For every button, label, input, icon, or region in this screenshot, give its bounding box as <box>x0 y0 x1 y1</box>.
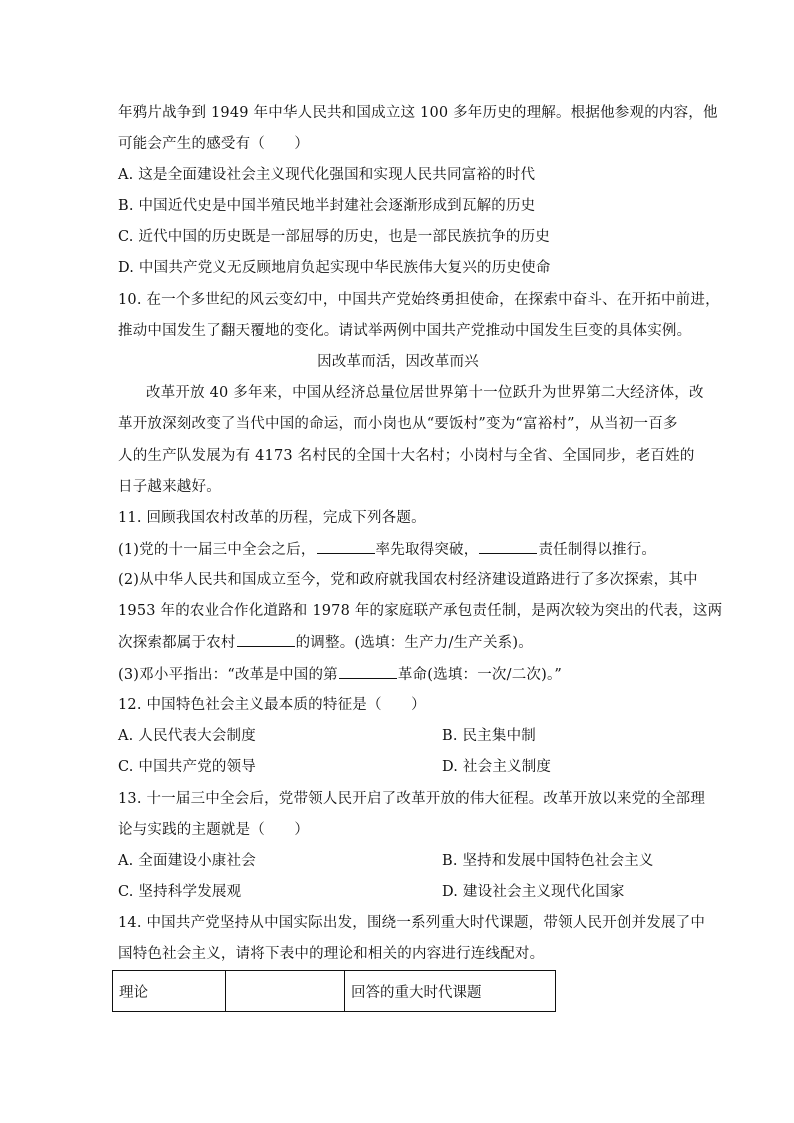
q13-option-c: C. 坚持科学发展观 <box>118 884 242 900</box>
passage-line-2: 革开放深刻改变了当代中国的命运，而小岗也从“要饭村”变为“富裕村”，从当初一百多 <box>118 416 678 432</box>
q11-part-2-text-b: 的调整。(选填：生产力/生产关系)。 <box>295 635 533 651</box>
answer-blank[interactable] <box>317 539 375 554</box>
passage-line-4: 日子越来越好。 <box>118 479 221 495</box>
q11-part-2-text-a: 次探索都属于农村 <box>118 635 236 651</box>
q11-part-2-line-1: (2)从中华人民共和国成立至今，党和政府就我国农村经济建设道路进行了多次探索，其中 <box>118 572 698 588</box>
q11-part-1 <box>118 539 678 560</box>
answer-blank[interactable] <box>339 664 397 679</box>
q12-option-b: B. 民主集中制 <box>442 728 536 744</box>
q11-part-1-text-b: 率先取得突破， <box>375 542 479 558</box>
q13-option-d: D. 建设社会主义现代化国家 <box>442 884 625 900</box>
q11-part-2-line-3 <box>118 632 678 653</box>
q11-part-3-text-b: 革命(选填：一次/二次)。” <box>397 667 563 683</box>
q14-line-1: 14. 中国共产党坚持从中国实际出发，围绕一系列重大时代课题，带领人民开创并发展了中 <box>118 915 706 931</box>
q12-stem: 12. 中国特色社会主义最本质的特征是（ ） <box>118 697 426 713</box>
q12-option-d: D. 社会主义制度 <box>442 759 552 775</box>
q10-line-1: 10. 在一个多世纪的风云变幻中，中国共产党始终勇担使命，在探索中奋斗、在开拓中前进， <box>118 292 720 308</box>
q9-option-d: D. 中国共产党义无反顾地肩负起实现中华民族伟大复兴的历史使命 <box>118 260 551 276</box>
passage-line-1: 改革开放 40 多年来，中国从经济总量位居世界第十一位跃升为世界第二大经济体，改 <box>146 385 704 401</box>
q9-option-c: C. 近代中国的历史既是一部屈辱的历史，也是一部民族抗争的历史 <box>118 229 550 245</box>
q14-line-2: 国特色社会主义，请将下表中的理论和相关的内容进行连线配对。 <box>118 946 545 962</box>
q12-option-c: C. 中国共产党的领导 <box>118 759 256 775</box>
q9-option-b: B. 中国近代史是中国半殖民地半封建社会逐渐形成到瓦解的历史 <box>118 198 536 214</box>
q12-option-a: A. 人民代表大会制度 <box>118 728 256 744</box>
matching-table <box>112 970 556 1012</box>
q11-part-1-text-c: 责任制得以推行。 <box>538 542 657 558</box>
table-header-theory: 理论 <box>113 971 226 1012</box>
table-row <box>113 971 556 1012</box>
intro-line-1: 年鸦片战争到 1949 年中华人民共和国成立这 100 多年历史的理解。根据他参观的内容，他 <box>118 105 718 121</box>
intro-line-2: 可能会产生的感受有（ ） <box>118 136 310 152</box>
q13-line-2: 论与实践的主题就是（ ） <box>118 822 310 838</box>
q11-part-2-line-2: 1953 年的农业合作化道路和 1978 年的家庭联产承包责任制，是两次较为突出的代表，这两 <box>118 603 723 619</box>
passage-title: 因改革而活，因改革而兴 <box>317 354 479 370</box>
q13-option-a: A. 全面建设小康社会 <box>118 853 256 869</box>
q11-part-3-text-a: (3)邓小平指出：“改革是中国的第 <box>118 667 338 683</box>
q11-part-3 <box>118 664 678 685</box>
answer-blank[interactable] <box>479 539 537 554</box>
q10-line-2: 推动中国发生了翻天覆地的变化。请试举两例中国共产党推动中国发生巨变的具体实例。 <box>118 323 692 339</box>
table-header-topic: 回答的重大时代课题 <box>345 971 556 1012</box>
q13-option-b: B. 坚持和发展中国特色社会主义 <box>442 853 654 869</box>
q11-part-1-text-a: (1)党的十一届三中全会之后， <box>118 542 316 558</box>
passage-line-3: 人的生产队发展为有 4173 名村民的全国十大名村；小岗村与全省、全国同步，老百姓的 <box>118 448 695 464</box>
q11-stem: 11. 回顾我国农村改革的历程，完成下列各题。 <box>118 510 426 526</box>
q9-option-a: A. 这是全面建设社会主义现代化强国和实现人民共同富裕的时代 <box>118 167 536 183</box>
answer-blank[interactable] <box>237 632 295 647</box>
q13-line-1: 13. 十一届三中全会后，党带领人民开启了改革开放的伟大征程。改革开放以来党的全部理 <box>118 791 706 807</box>
table-header-blank <box>226 971 345 1012</box>
